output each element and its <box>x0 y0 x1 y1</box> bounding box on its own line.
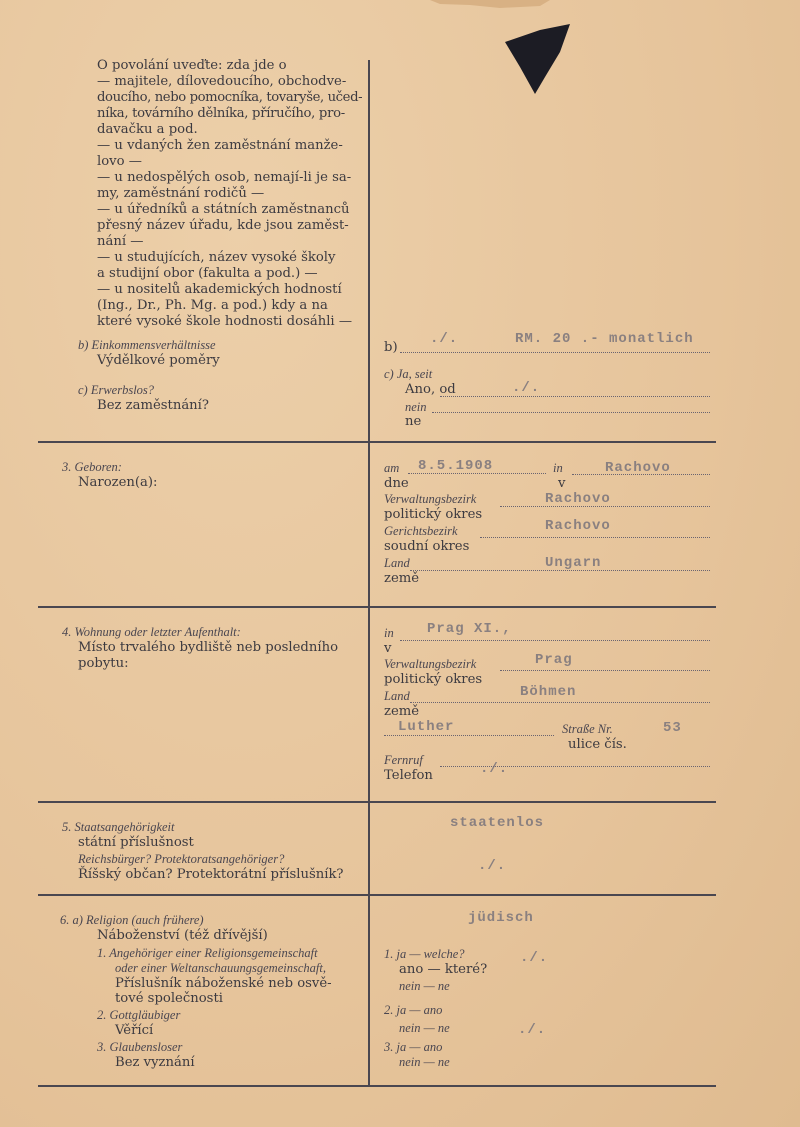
residence-v-label: v <box>384 641 392 656</box>
employed-since-cz: Ano, od <box>405 382 456 397</box>
instruction-line: — u úředníků a státních zaměstnanců <box>97 202 350 217</box>
religion-a2-nein: nein — ne <box>399 1021 450 1035</box>
instruction-line: nání — <box>97 234 144 249</box>
instruction-line: a studijní obor (fakulta a pod.) — <box>97 266 318 281</box>
income-answer-value[interactable]: RM. 20 .- monatlich <box>515 331 694 347</box>
born-district-de: Verwaltungsbezirk <box>384 492 477 506</box>
birth-district-value[interactable]: Rachovo <box>545 491 611 507</box>
born-land-de: Land <box>384 556 410 570</box>
instruction-line: — u nositelů akademických hodností <box>97 282 342 297</box>
land-dotted-line <box>410 570 710 571</box>
born-am-label: am <box>384 461 400 475</box>
born-label-de: 3. Geboren: <box>62 460 122 474</box>
phone-dotted-line <box>440 766 710 767</box>
birth-land-value[interactable]: Ungarn <box>545 555 602 571</box>
employed-since-value[interactable]: ./. <box>512 380 541 396</box>
religion-value[interactable]: jüdisch <box>468 910 534 926</box>
place-dotted-line <box>572 474 710 475</box>
district-dotted-line <box>500 506 710 507</box>
instruction-line: davačku a pod. <box>97 122 198 137</box>
income-dotted-line <box>400 352 710 353</box>
street-value[interactable]: Luther <box>398 719 455 735</box>
row-divider-2 <box>38 606 716 608</box>
born-court-cz: soudní okres <box>384 539 470 554</box>
birth-court-value[interactable]: Rachovo <box>545 518 611 534</box>
religion-a2-value[interactable]: ./. <box>518 1022 547 1038</box>
religion-item1-de1: 1. Angehöriger einer Religionsgemeinschaft <box>97 946 318 960</box>
residence-label-de: 4. Wohnung oder letzter Aufenthalt: <box>62 625 241 639</box>
reich-answer-value[interactable]: ./. <box>478 858 507 874</box>
street-dotted-line <box>384 735 554 736</box>
date-dotted-line <box>408 473 546 474</box>
citizenship-label-de: 5. Staatsangehörigkeit <box>62 820 175 834</box>
instruction-line: lovo — <box>97 154 142 169</box>
religion-item2-de: 2. Gottgläubiger <box>97 1008 181 1022</box>
religion-label-de: 6. a) Religion (auch frühere) <box>60 913 204 927</box>
phone-label-de: Fernruf <box>384 753 423 767</box>
born-in-label: in <box>553 461 563 475</box>
instruction-line: — u vdaných žen zaměstnání manže- <box>97 138 343 153</box>
residence-district-de: Verwaltungsbezirk <box>384 657 477 671</box>
column-divider <box>368 60 370 1086</box>
nein-dotted-line <box>432 412 710 413</box>
instruction-line: (Ing., Dr., Ph. Mg. a pod.) kdy a na <box>97 298 328 313</box>
instruction-line: O povolání uveďte: zda jde o <box>97 58 287 73</box>
instruction-line: doucího, nebo pomocníka, tovaryše, učed- <box>97 90 363 105</box>
res-district-dotted-line <box>500 670 710 671</box>
residence-district-value[interactable]: Prag <box>535 652 573 668</box>
citizenship-label-cz: státní příslušnost <box>78 835 194 850</box>
religion-a1-nein: nein — ne <box>399 979 450 993</box>
instruction-line: my, zaměstnání rodičů — <box>97 186 265 201</box>
income-answer-prefix: b) <box>384 340 398 355</box>
residence-land-de: Land <box>384 689 410 703</box>
reich-question-de: Reichsbürger? Protektoratsangehöriger? <box>78 852 285 866</box>
religion-item3-de: 3. Glaubensloser <box>97 1040 183 1054</box>
residence-land-cz: země <box>384 704 420 719</box>
born-label-cz: Narozen(a): <box>78 475 158 490</box>
religion-a1-cz: ano — které? <box>399 962 488 977</box>
residence-land-value[interactable]: Böhmen <box>520 684 577 700</box>
residence-label-cz1: Místo trvalého bydliště neb posledního <box>78 640 339 655</box>
instruction-line: níka, továrního dělníka, příručího, pro- <box>97 106 345 121</box>
religion-label-cz: Náboženství (též dřívější) <box>97 928 268 943</box>
torn-hole <box>500 12 575 97</box>
residence-in-label: in <box>384 626 394 640</box>
instruction-line: přesný název úřadu, kde jsou zaměst- <box>97 218 349 233</box>
instruction-line: — u nedospělých osob, nemají-li je sa- <box>97 170 352 185</box>
religion-item1-cz1: Příslušník náboženské neb osvě- <box>115 976 332 991</box>
religion-a1-value[interactable]: ./. <box>520 950 549 966</box>
residence-label-cz2: pobytu: <box>78 656 129 671</box>
religion-a1-de: 1. ja — welche? <box>384 947 465 961</box>
reich-question-cz: Říšský občan? Protektorátní příslušník? <box>78 867 344 882</box>
instruction-line: — majitele, dílovedoucího, obchodve- <box>97 74 347 89</box>
phone-label-cz: Telefon <box>384 768 433 783</box>
residence-dotted-line <box>400 640 710 641</box>
occupation-instructions <box>97 58 362 330</box>
residence-district-cz: politický okres <box>384 672 483 687</box>
instruction-line: — u studujících, název vysoké školy <box>97 250 336 265</box>
nein-label: nein <box>405 400 427 414</box>
edge-tear <box>430 0 550 20</box>
income-answer-dash[interactable]: ./. <box>430 331 459 347</box>
res-land-dotted-line <box>410 702 710 703</box>
religion-a3-nein: nein — ne <box>399 1055 450 1069</box>
religion-a2-de: 2. ja — ano <box>384 1003 443 1017</box>
street-number-value[interactable]: 53 <box>663 720 682 736</box>
row-divider-1 <box>38 441 716 443</box>
row-divider-5 <box>38 1085 716 1087</box>
row-divider-3 <box>38 801 716 803</box>
phone-value[interactable]: ./. <box>480 761 509 777</box>
street-label-cz: ulice čís. <box>568 737 627 752</box>
born-dne-label: dne <box>384 476 409 491</box>
employed-since-de: c) Ja, seit <box>384 367 433 381</box>
ne-label: ne <box>405 414 422 429</box>
unemployed-label-de: c) Erwerbslos? <box>78 383 155 397</box>
citizenship-value[interactable]: staatenlos <box>450 815 545 831</box>
birth-place-value[interactable]: Rachovo <box>605 460 671 476</box>
religion-item1-de2: oder einer Weltanschauungsgemeinschaft, <box>115 961 326 975</box>
religion-item2-cz: Věřící <box>115 1023 154 1038</box>
street-label-de: Straße Nr. <box>562 722 613 736</box>
residence-place-value[interactable]: Prag XI., <box>427 621 512 637</box>
religion-a3-de: 3. ja — ano <box>384 1040 443 1054</box>
income-label-de: b) Einkommensverhältnisse <box>78 338 216 352</box>
religion-item3-cz: Bez vyznání <box>115 1055 195 1070</box>
born-district-cz: politický okres <box>384 507 483 522</box>
since-dotted-line <box>440 396 710 397</box>
born-court-de: Gerichtsbezirk <box>384 524 458 538</box>
row-divider-4 <box>38 894 716 896</box>
born-land-cz: země <box>384 571 420 586</box>
born-v-label: v <box>558 476 566 491</box>
income-label-cz: Výdělkové poměry <box>97 353 220 368</box>
instruction-line: které vysoké škole hodnosti dosáhli — <box>97 314 353 329</box>
court-dotted-line <box>480 537 710 538</box>
religion-item1-cz2: tové společnosti <box>115 991 223 1006</box>
unemployed-label-cz: Bez zaměstnání? <box>97 398 209 413</box>
birth-date-value[interactable]: 8.5.1908 <box>418 458 494 474</box>
